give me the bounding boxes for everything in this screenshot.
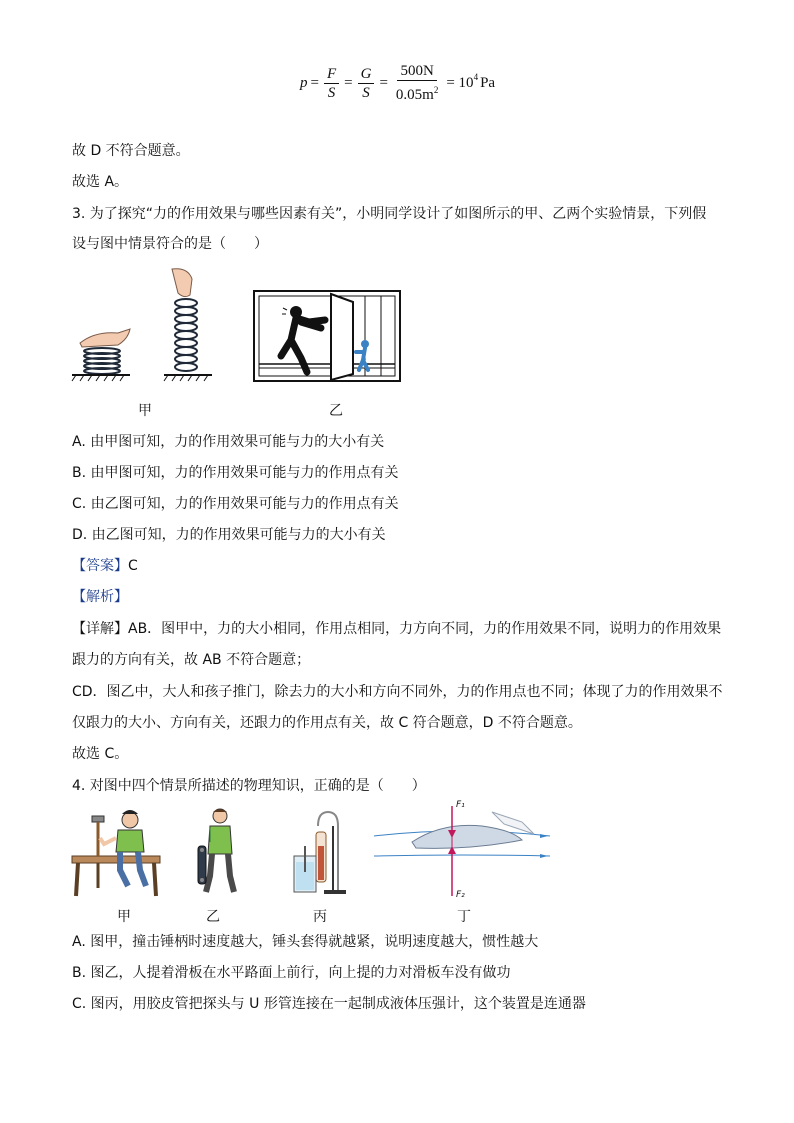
detail-line-1 [72, 620, 721, 638]
q3-option-d: D. 由乙图可知，力的作用效果可能与力的大小有关 [72, 527, 386, 543]
detail-line-4: 仅跟力的大小、方向有关，还跟力的作用点有关，故 C 符合题意，D 不符合题意。 [72, 715, 582, 731]
figure-jia-hammer [70, 806, 165, 898]
q4-option-a: A. 图甲，撞击锤柄时速度越大，锤头套得就越紧，说明速度越大，惯性越大 [72, 934, 539, 950]
line-not-d: 故 D 不符合题意。 [72, 143, 190, 159]
q3-option-c: C. 由乙图可知，力的作用效果可能与力的作用点有关 [72, 496, 399, 512]
figure-jia-springs [70, 265, 220, 385]
formula-eq-2: = [344, 74, 353, 91]
force-label-f1: F₁ [456, 800, 465, 810]
formula-eq-1: = [310, 74, 319, 91]
figure-ding-airfoil [372, 800, 554, 904]
q4-option-c: C. 图丙，用胶皮管把探头与 U 形管连接在一起制成液体压强计，这个装置是连通器 [72, 996, 586, 1012]
answer-value: C [128, 558, 138, 574]
figure-yi-skateboard [196, 806, 244, 898]
detail-line-2: 跟力的方向有关，故 AB 不符合题意； [72, 652, 311, 668]
fraction-g-over-s [358, 65, 375, 102]
fraction-numeric [393, 62, 441, 104]
detail-line-5: 故选 C。 [72, 746, 129, 762]
answer-line [72, 557, 138, 575]
q3-option-b: B. 由甲图可知，力的作用效果可能与力的作用点有关 [72, 465, 399, 481]
q4-figure-label-jia: 甲 [117, 909, 131, 925]
formula-result: = 10 [446, 74, 474, 91]
area-value: 0.05m [395, 87, 434, 103]
question-3-stem-cont: 设与图中情景符合的是（ ） [72, 236, 268, 252]
fraction-area [393, 81, 441, 104]
fraction-s-2: S [362, 84, 370, 101]
pressure-formula [300, 62, 495, 104]
figure-bing-pressure-gauge [288, 806, 348, 898]
formula-p: p [300, 74, 308, 91]
q3-option-a: A. 由甲图可知，力的作用效果可能与力的大小有关 [72, 434, 385, 450]
figure-yi-door [253, 290, 401, 382]
analysis-label: 【解析】 [72, 589, 128, 605]
result-exp: 4 [473, 72, 479, 82]
fraction-s-1: S [327, 84, 336, 101]
q4-figure-label-bing: 丙 [313, 909, 327, 925]
line-choose-a: 故选 A。 [72, 174, 129, 190]
detail-label: 【详解】 [72, 621, 128, 637]
fraction-500n: 500N [397, 62, 436, 81]
answer-label: 【答案】 [72, 558, 128, 574]
detail-text-1: AB．图甲中，力的大小相同，作用点相同，力方向不同，力的作用效果不同，说明力的作用效果 [128, 621, 722, 637]
q4-option-b: B. 图乙，人提着滑板在水平路面上前行，向上提的力对滑板车没有做功 [72, 965, 511, 981]
q4-figure-label-yi: 乙 [206, 909, 220, 925]
q3-figure-label-yi: 乙 [329, 403, 343, 419]
detail-line-3: CD．图乙中，大人和孩子推门，除去力的大小和方向不同外，力的作用点也不同；体现了力的作用效果不 [72, 684, 723, 700]
question-4-stem: 4. 对图中四个情景所描述的物理知识，正确的是（ ） [72, 778, 426, 794]
fraction-f: F [324, 65, 339, 84]
q4-figure-label-ding: 丁 [457, 909, 471, 925]
q3-figure-label-jia: 甲 [138, 403, 152, 419]
fraction-f-over-s [324, 65, 339, 102]
area-exp: 2 [433, 85, 439, 95]
question-3-stem: 3. 为了探究“力的作用效果与哪些因素有关”，小明同学设计了如图所示的甲、乙两个实验情景，下列假 [72, 206, 707, 222]
formula-unit: Pa [480, 74, 496, 91]
formula-eq-3: = [379, 74, 388, 91]
force-label-f2: F₂ [456, 890, 465, 900]
fraction-g: G [358, 65, 375, 84]
